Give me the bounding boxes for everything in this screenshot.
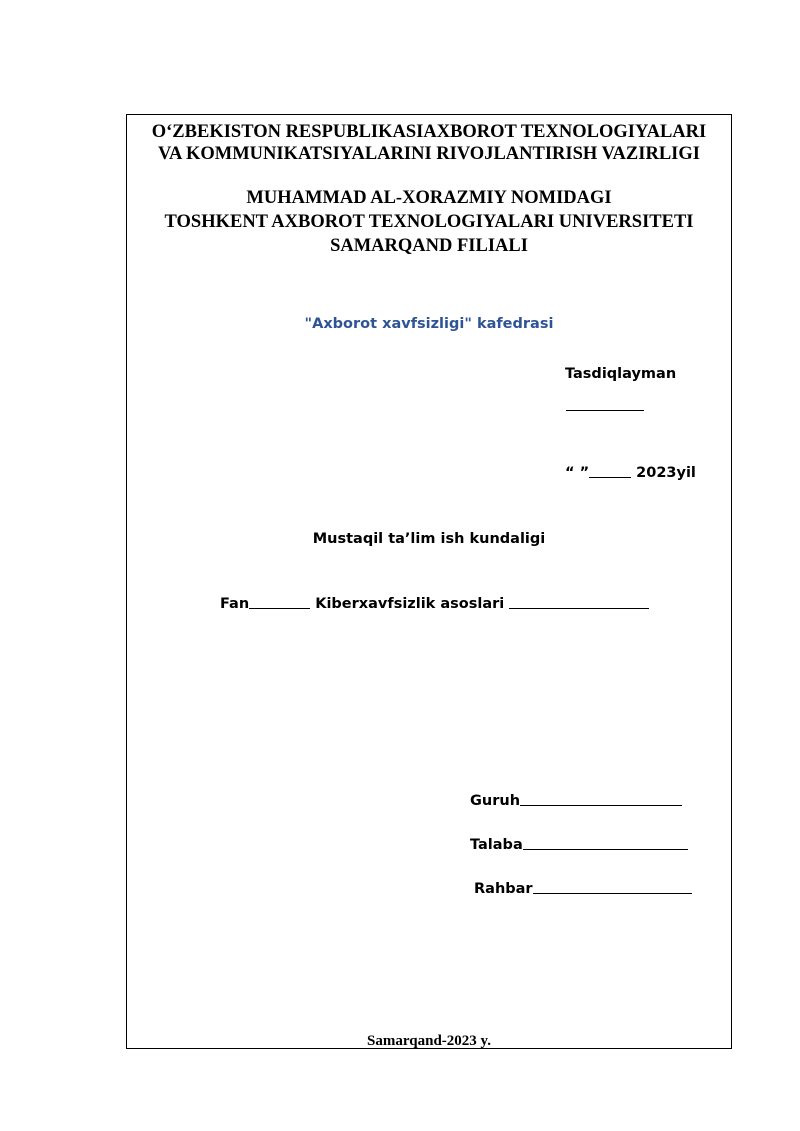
university-line-3: SAMARQAND FILIALI [330, 236, 528, 256]
ministry-line-2: VA KOMMUNIKATSIYALARINI RIVOJLANTIRISH VAZIRLIGI [158, 144, 700, 164]
document-title: Mustaqil ta’lim ish kundaligi [312, 531, 546, 547]
subject-blank-right [509, 607, 649, 609]
approval-date-quotes: “ ” [565, 465, 590, 481]
group-field [470, 793, 682, 809]
title-page-frame [126, 114, 732, 1049]
supervisor-field [474, 881, 692, 897]
approval-date [565, 465, 696, 481]
subject-line [220, 596, 649, 612]
student-field [470, 837, 688, 853]
approval-label: Tasdiqlayman [565, 366, 677, 382]
group-label: Guruh [470, 793, 521, 809]
university-line-1: MUHAMMAD AL-XORAZMIY NOMIDAGI [246, 188, 612, 208]
approval-date-blank [589, 476, 631, 478]
student-blank [523, 848, 688, 850]
department-name: "Axborot xavfsizligi" kafedrasi [304, 316, 554, 332]
footer-city-year: Samarqand-2023 y. [367, 1033, 491, 1049]
ministry-line-1: O‘ZBEKISTON RESPUBLIKASIAXBOROT TEXNOLOGIYALARI [151, 122, 707, 142]
approval-year: 2023yil [631, 465, 696, 481]
group-blank [520, 804, 682, 806]
university-line-2: TOSHKENT AXBOROT TEXNOLOGIYALARI UNIVERSITETI [164, 212, 694, 232]
subject-prefix: Fan [220, 596, 250, 612]
approval-signature-line [566, 398, 644, 414]
subject-blank-left [249, 607, 310, 609]
supervisor-label: Rahbar [474, 881, 533, 897]
student-label: Talaba [470, 837, 523, 853]
supervisor-blank [533, 892, 692, 894]
subject-name: Kiberxavfsizlik asoslari [310, 596, 510, 612]
